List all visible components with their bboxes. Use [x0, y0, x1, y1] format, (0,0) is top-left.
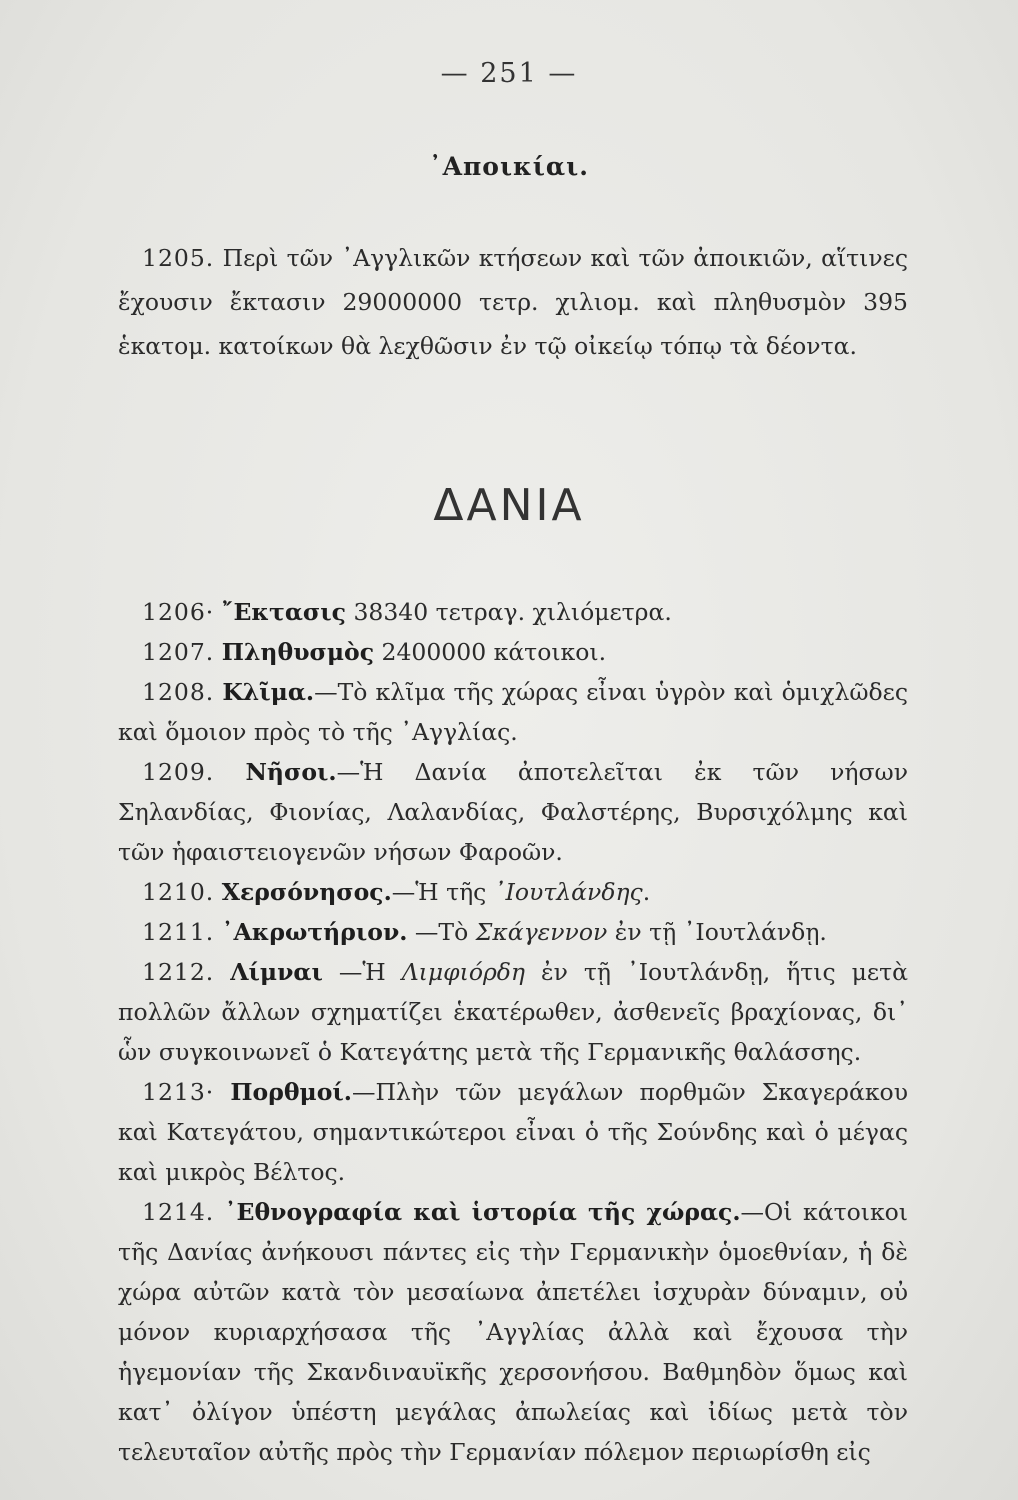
entry-1207	[118, 632, 908, 672]
entry-number: 1209.	[142, 758, 215, 786]
entry-text: ἐν τῇ ᾿Ιουτλάνδῃ.	[607, 918, 827, 946]
entry-1212	[118, 952, 908, 1072]
entry-text: 2400000 κάτοικοι.	[381, 638, 607, 666]
entry-text: .	[642, 878, 651, 906]
country-title: ΔΑΝΙΑ	[433, 480, 585, 531]
entry-number: 1207.	[142, 638, 215, 666]
entry-separator: —	[351, 1078, 376, 1106]
entry-number: 1206·	[142, 598, 215, 626]
entry-text: Περὶ τῶν ᾿Αγγλικῶν κτήσεων καὶ τῶν ἀποικιῶν, αἵτινες ἔχουσιν ἔκτασιν 29000000 τετρ. χιλιομ. καὶ πληθυσμὸν 395 ἑκατομ. κατοίκων θὰ λεχθῶσιν ἐν τῷ οἰκείῳ τόπῳ τὰ δέοντα.	[118, 244, 908, 360]
entry-separator: —	[322, 958, 363, 986]
entry-1213	[118, 1072, 908, 1192]
entry-number: 1205.	[142, 244, 215, 272]
entry-italic-name: ᾿Ιουτλάνδης	[493, 878, 643, 906]
entry-number: 1214.	[142, 1198, 215, 1226]
entry-number: 1213·	[142, 1078, 215, 1106]
entry-1206	[118, 592, 908, 632]
entry-text: ἐν τῇ ᾿Ιουτλάνδῃ, ἥτις μετὰ πολλῶν ἄλλων σχηματίζει ἑκατέρωθεν, ἀσθενεῖς βραχίονας, δι᾿ ὧν συγκοινωνεῖ ὁ Κατεγάτης μετὰ τῆς Γερμανικῆς θαλάσσης.	[118, 958, 908, 1066]
entry-separator: —	[391, 878, 416, 906]
entry-separator	[374, 638, 381, 666]
entry-heading: Κλῖμα.	[222, 678, 315, 706]
entry-heading: Πορθμοί.	[230, 1078, 352, 1106]
entry-number: 1210.	[142, 878, 215, 906]
denmark-entries	[118, 592, 908, 1472]
entry-text: Ἡ Δανία ἀποτελεῖται ἐκ τῶν νήσων Σηλανδίας, Φιονίας, Λαλανδίας, Φαλστέρης, Βυρσιχόλμης καὶ τῶν ἡφαιστειογενῶν νήσων Φαροῶν.	[118, 758, 908, 866]
entry-italic-name: Σκάγεννον	[475, 918, 608, 946]
entry-number: 1208.	[142, 678, 215, 706]
entry-heading: Πληθυσμὸς	[221, 638, 375, 666]
entry-heading: Νῆσοι.	[245, 758, 337, 786]
colonies-paragraph	[118, 236, 908, 368]
entry-heading: ᾿Εθνογραφία καὶ ἱστορία τῆς χώρας.	[224, 1198, 741, 1226]
entry-heading: Χερσόνησος.	[221, 878, 392, 906]
entry-heading: ῎Εκτασις	[221, 598, 346, 626]
entry-italic-name: Λιμφιόρδη	[401, 958, 526, 986]
page-number: — 251 —	[440, 58, 578, 89]
entry-separator: —	[314, 678, 338, 706]
entry-prefix: Ἡ τῆς	[415, 878, 494, 906]
entry-text: Οἱ κάτοικοι τῆς Δανίας ἀνήκουσι πάντες εἰς τὴν Γερμανικὴν ὁμοεθνίαν, ἡ δὲ χώρα αὐτῶν κατὰ τὸν μεσαίωνα ἀπετέλει ἰσχυρὰν δύναμιν, οὐ μόνον κυριαρχήσασα τῆς ᾿Αγγλίας ἀλλὰ καὶ ἔχουσα τὴν ἡγεμονίαν τῆς Σκανδιναυϊκῆς χερσονήσου. Βαθμηδὸν ὅμως καὶ κατ᾿ ὀλίγον ὑπέστη μεγάλας ἀπωλείας καὶ ἰδίως μετὰ τὸν τελευταῖον αὐτῆς πρὸς τὴν Γερμανίαν πόλεμον περιωρίσθη εἰς	[118, 1198, 908, 1466]
entry-heading: Λίμναι	[230, 958, 323, 986]
entry-text: Πλὴν τῶν μεγάλων πορθμῶν Σκαγεράκου καὶ Κατεγάτου, σημαντικώτεροι εἶναι ὁ τῆς Σούνδης καὶ ὁ μέγας καὶ μικρὸς Βέλτος.	[118, 1078, 908, 1186]
entry-separator: —	[336, 758, 361, 786]
entry-prefix: Τὸ	[438, 918, 476, 946]
entry-number: 1212.	[142, 958, 215, 986]
section-title: ᾿Αποικίαι.	[429, 152, 589, 181]
entry-1214	[118, 1192, 908, 1472]
entry-text: Τὸ κλῖμα τῆς χώρας εἶναι ὑγρὸν καὶ ὁμιχλῶδες καὶ ὅμοιον πρὸς τὸ τῆς ᾿Αγγλίας.	[118, 678, 908, 746]
entry-prefix: Ἡ	[362, 958, 402, 986]
entry-separator: —	[740, 1198, 765, 1226]
entry-number: 1211.	[142, 918, 215, 946]
entry-1209	[118, 752, 908, 872]
entry-text: 38340 τετραγ. χιλιόμετρα.	[353, 598, 672, 626]
entry-separator: —	[407, 918, 439, 946]
entry-1208	[118, 672, 908, 752]
entry-1211	[118, 912, 908, 952]
entry-heading: ᾿Ακρωτήριον.	[221, 918, 408, 946]
entry-1210	[118, 872, 908, 912]
